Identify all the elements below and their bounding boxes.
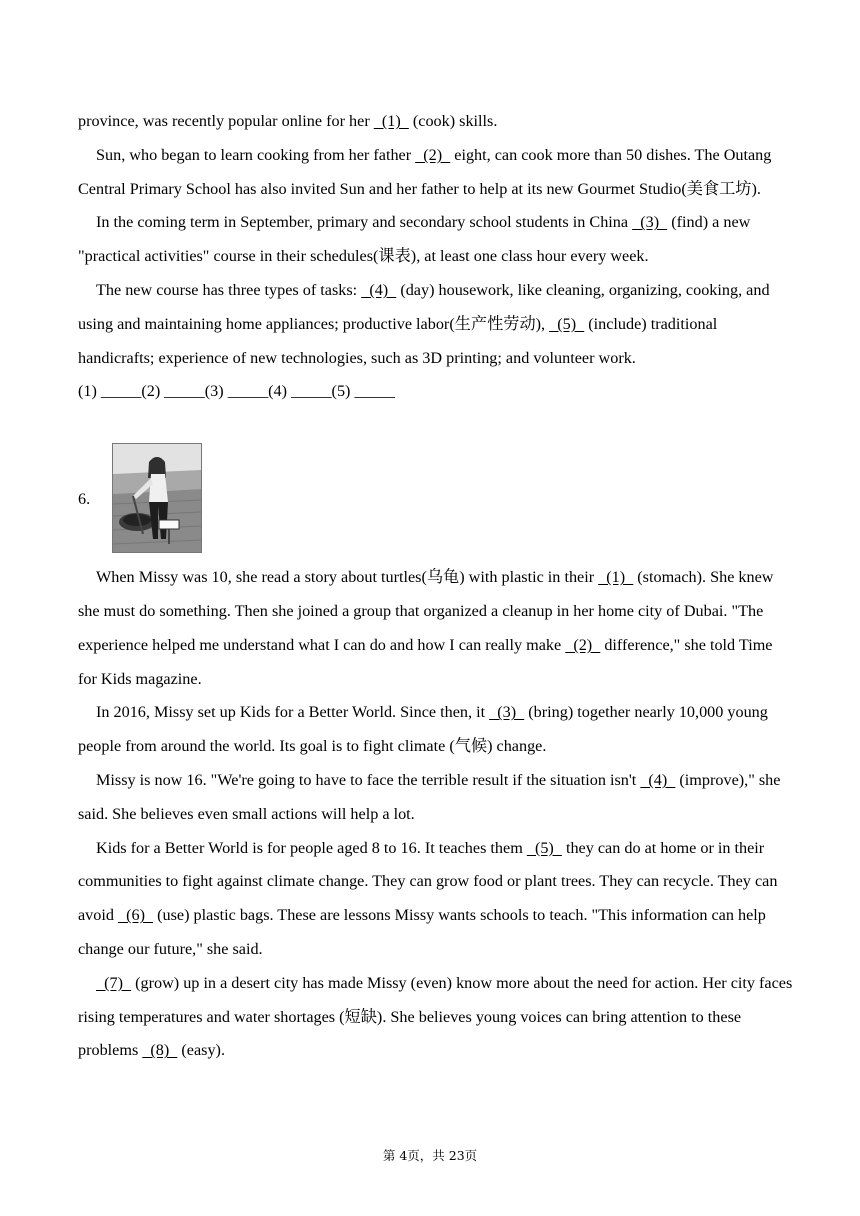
blank-1: (1) [373,112,409,130]
blank-6: (6) [118,906,154,925]
text-segment: (day) housework, like cleaning, organizing, cooking, and using and maintaining home appliances; productive labor(生产性劳动), [78,280,770,333]
text-segment: (stomach). She knew she must do something. Then she joined a group that organized a cleanup in her home city of Dubai. "The experience helped me understand what I can do and how I can really make [78,568,774,654]
text-segment: (easy). [177,1041,225,1060]
blank-3: (3) [489,703,525,722]
blank-2: (2) [565,635,601,654]
text-segment: difference," she told Time for Kids magazine. [78,635,773,688]
text-segment: (cook) skills. [408,112,498,130]
question6-paragraph-4 [78,832,794,967]
blank-5: (5) [549,314,585,333]
passage5-paragraph-2 [78,139,794,207]
text-segment: In the coming term in September, primary and secondary school students in China [96,213,633,232]
question6-paragraph-2 [78,696,794,764]
question-number: 6. [78,490,91,509]
text-segment: Sun, who began to learn cooking from her father [96,145,416,164]
passage5-paragraph-4 [78,274,794,375]
text-segment: (bring) together nearly 10,000 young people from around the world. Its goal is to fight climate (气候) change. [78,703,768,756]
text-segment: Missy is now 16. "We're going to have to face the terrible result if the situation isn't [96,770,641,789]
answer-line: (1) _____(2) _____(3) _____(4) _____(5) _____ [78,382,395,401]
blank-3: (3) [632,213,668,232]
blank-4: (4) [361,280,397,299]
question6-paragraph-5 [78,967,794,1068]
text-segment: (include) traditional handicrafts; experience of new technologies, such as 3D printing; and volunteer work. [78,314,718,367]
blank-4: (4) [640,770,676,789]
question-6-header [78,443,794,561]
text-segment: they can do at home or in their communities to fight against climate change. They can grow food or plant trees. They can recycle. They can avoid [78,838,778,925]
text-segment: (use) plastic bags. These are lessons Missy wants schools to teach. "This information can help change our future," she said. [78,906,766,958]
text-segment: (find) a new "practical activities" course in their schedules(课表), at least one class hour every week. [78,213,751,266]
text-segment: Kids for a Better World is for people aged 8 to 16. It teaches them [96,838,527,857]
photo-girl-planting-tree [112,443,202,553]
text-segment: eight, can cook more than 50 dishes. The Outang Central Primary School has also invited Sun and her father to help at its new Gourmet Studio(美食工坊). [78,145,772,198]
text-segment: (improve)," she said. She believes even small actions will help a lot. [78,770,781,823]
blank-5: (5) [526,838,562,857]
blank-2: (2) [415,145,451,164]
text-segment: (grow) up in a desert city has made Missy (even) know more about the need for action. Her city faces rising temperatures and water shortages (短缺). She believes young voices can bring attention to these problems [78,973,793,1060]
passage5-line1 [78,105,794,139]
question6-paragraph-1 [78,561,794,696]
text-segment: The new course has three types of tasks: [96,280,362,299]
passage5-paragraph-3 [78,206,794,274]
text-segment: When Missy was 10, she read a story about turtles(乌龟) with plastic in their [96,568,599,587]
question6-paragraph-3 [78,764,794,832]
blank-1: (1) [598,568,634,587]
blank-8: (8) [142,1041,178,1060]
text-segment: In 2016, Missy set up Kids for a Better World. Since then, it [96,703,490,722]
page-number-footer: 第 4页，共 23页 [382,1148,478,1163]
blank-7: (7) [96,973,132,992]
text-segment: province, was recently popular online for her [78,112,374,130]
document-body [78,105,794,1068]
